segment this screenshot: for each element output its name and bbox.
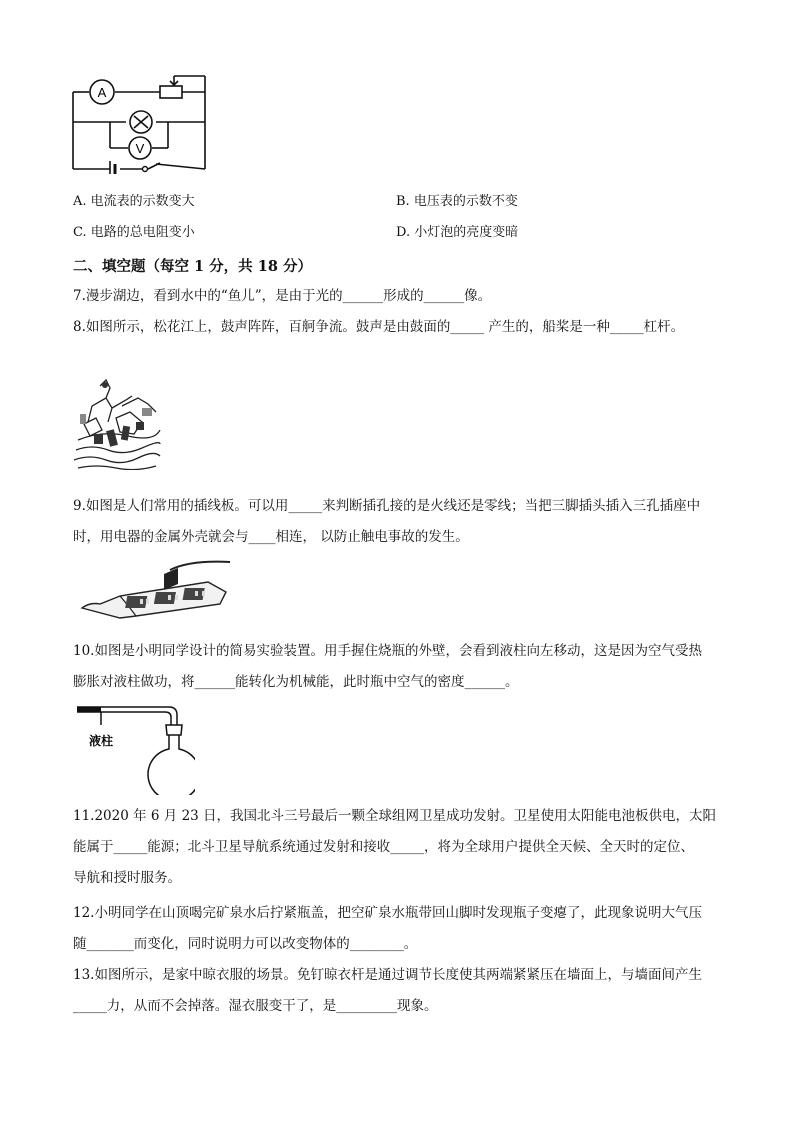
dragon-boat-illustration	[72, 378, 162, 470]
option-a: A. 电流表的示数变大	[73, 194, 195, 209]
question-11-line-2: 能属于_____能源；北斗卫星导航系统通过发射和接收_____，将为全球用户提供全天候、全天时的定位、	[73, 839, 694, 855]
circuit-diagram	[70, 72, 210, 174]
question-9-line-1: 9.如图是人们常用的插线板。可以用_____来判断插孔接的是火线还是零线；当把三脚插头插入三孔插座中	[73, 498, 701, 514]
power-strip-illustration	[80, 558, 232, 620]
question-8: 8.如图所示，松花江上，鼓声阵阵，百舸争流。鼓声是由鼓面的_____ 产生的，船桨是一种_____杠杆。	[73, 319, 685, 335]
question-9-line-2: 时，用电器的金属外壳就会与____相连， 以防止触电事故的发生。	[73, 529, 469, 545]
question-11-line-1: 11.2020 年 6 月 23 日，我国北斗三号最后一颗全球组网卫星成功发射。卫星使用太阳能电池板供电，太阳	[73, 808, 717, 824]
question-11-line-3: 导航和授时服务。	[73, 870, 181, 886]
flask-label: 液柱	[89, 734, 114, 748]
question-13-line-2: _____力，从而不会掉落。湿衣服变干了，是_________现象。	[73, 998, 438, 1014]
flask-apparatus	[75, 703, 195, 795]
section-heading: 二、填空题（每空 1 分，共 18 分）	[73, 258, 312, 275]
question-13-line-1: 13.如图所示，是家中晾衣服的场景。免钉晾衣杆是通过调节长度使其两端紧紧压在墙面上，与墙面间产生	[73, 967, 702, 983]
option-c: C. 电路的总电阻变小	[73, 225, 195, 240]
question-12-line-1: 12.小明同学在山顶喝完矿泉水后拧紧瓶盖，把空矿泉水瓶带回山脚时发现瓶子变瘪了，此现象说明大气压	[73, 905, 702, 921]
question-12-line-2: 随_______而变化，同时说明力可以改变物体的________。	[73, 936, 418, 952]
voltmeter-label: V	[135, 141, 145, 156]
option-b: B. 电压表的示数不变	[396, 194, 518, 209]
question-10-line-2: 膨胀对液柱做功，将______能转化为机械能，此时瓶中空气的密度______。	[73, 674, 519, 690]
question-7: 7.漫步湖边，看到水中的“鱼儿”，是由于光的______形成的______像。	[73, 288, 492, 304]
ammeter-label: A	[97, 85, 107, 100]
question-10-line-1: 10.如图是小明同学设计的简易实验装置。用手握住烧瓶的外壁，会看到液柱向左移动，这是因为空气受热	[73, 643, 702, 659]
option-d: D. 小灯泡的亮度变暗	[396, 225, 519, 240]
